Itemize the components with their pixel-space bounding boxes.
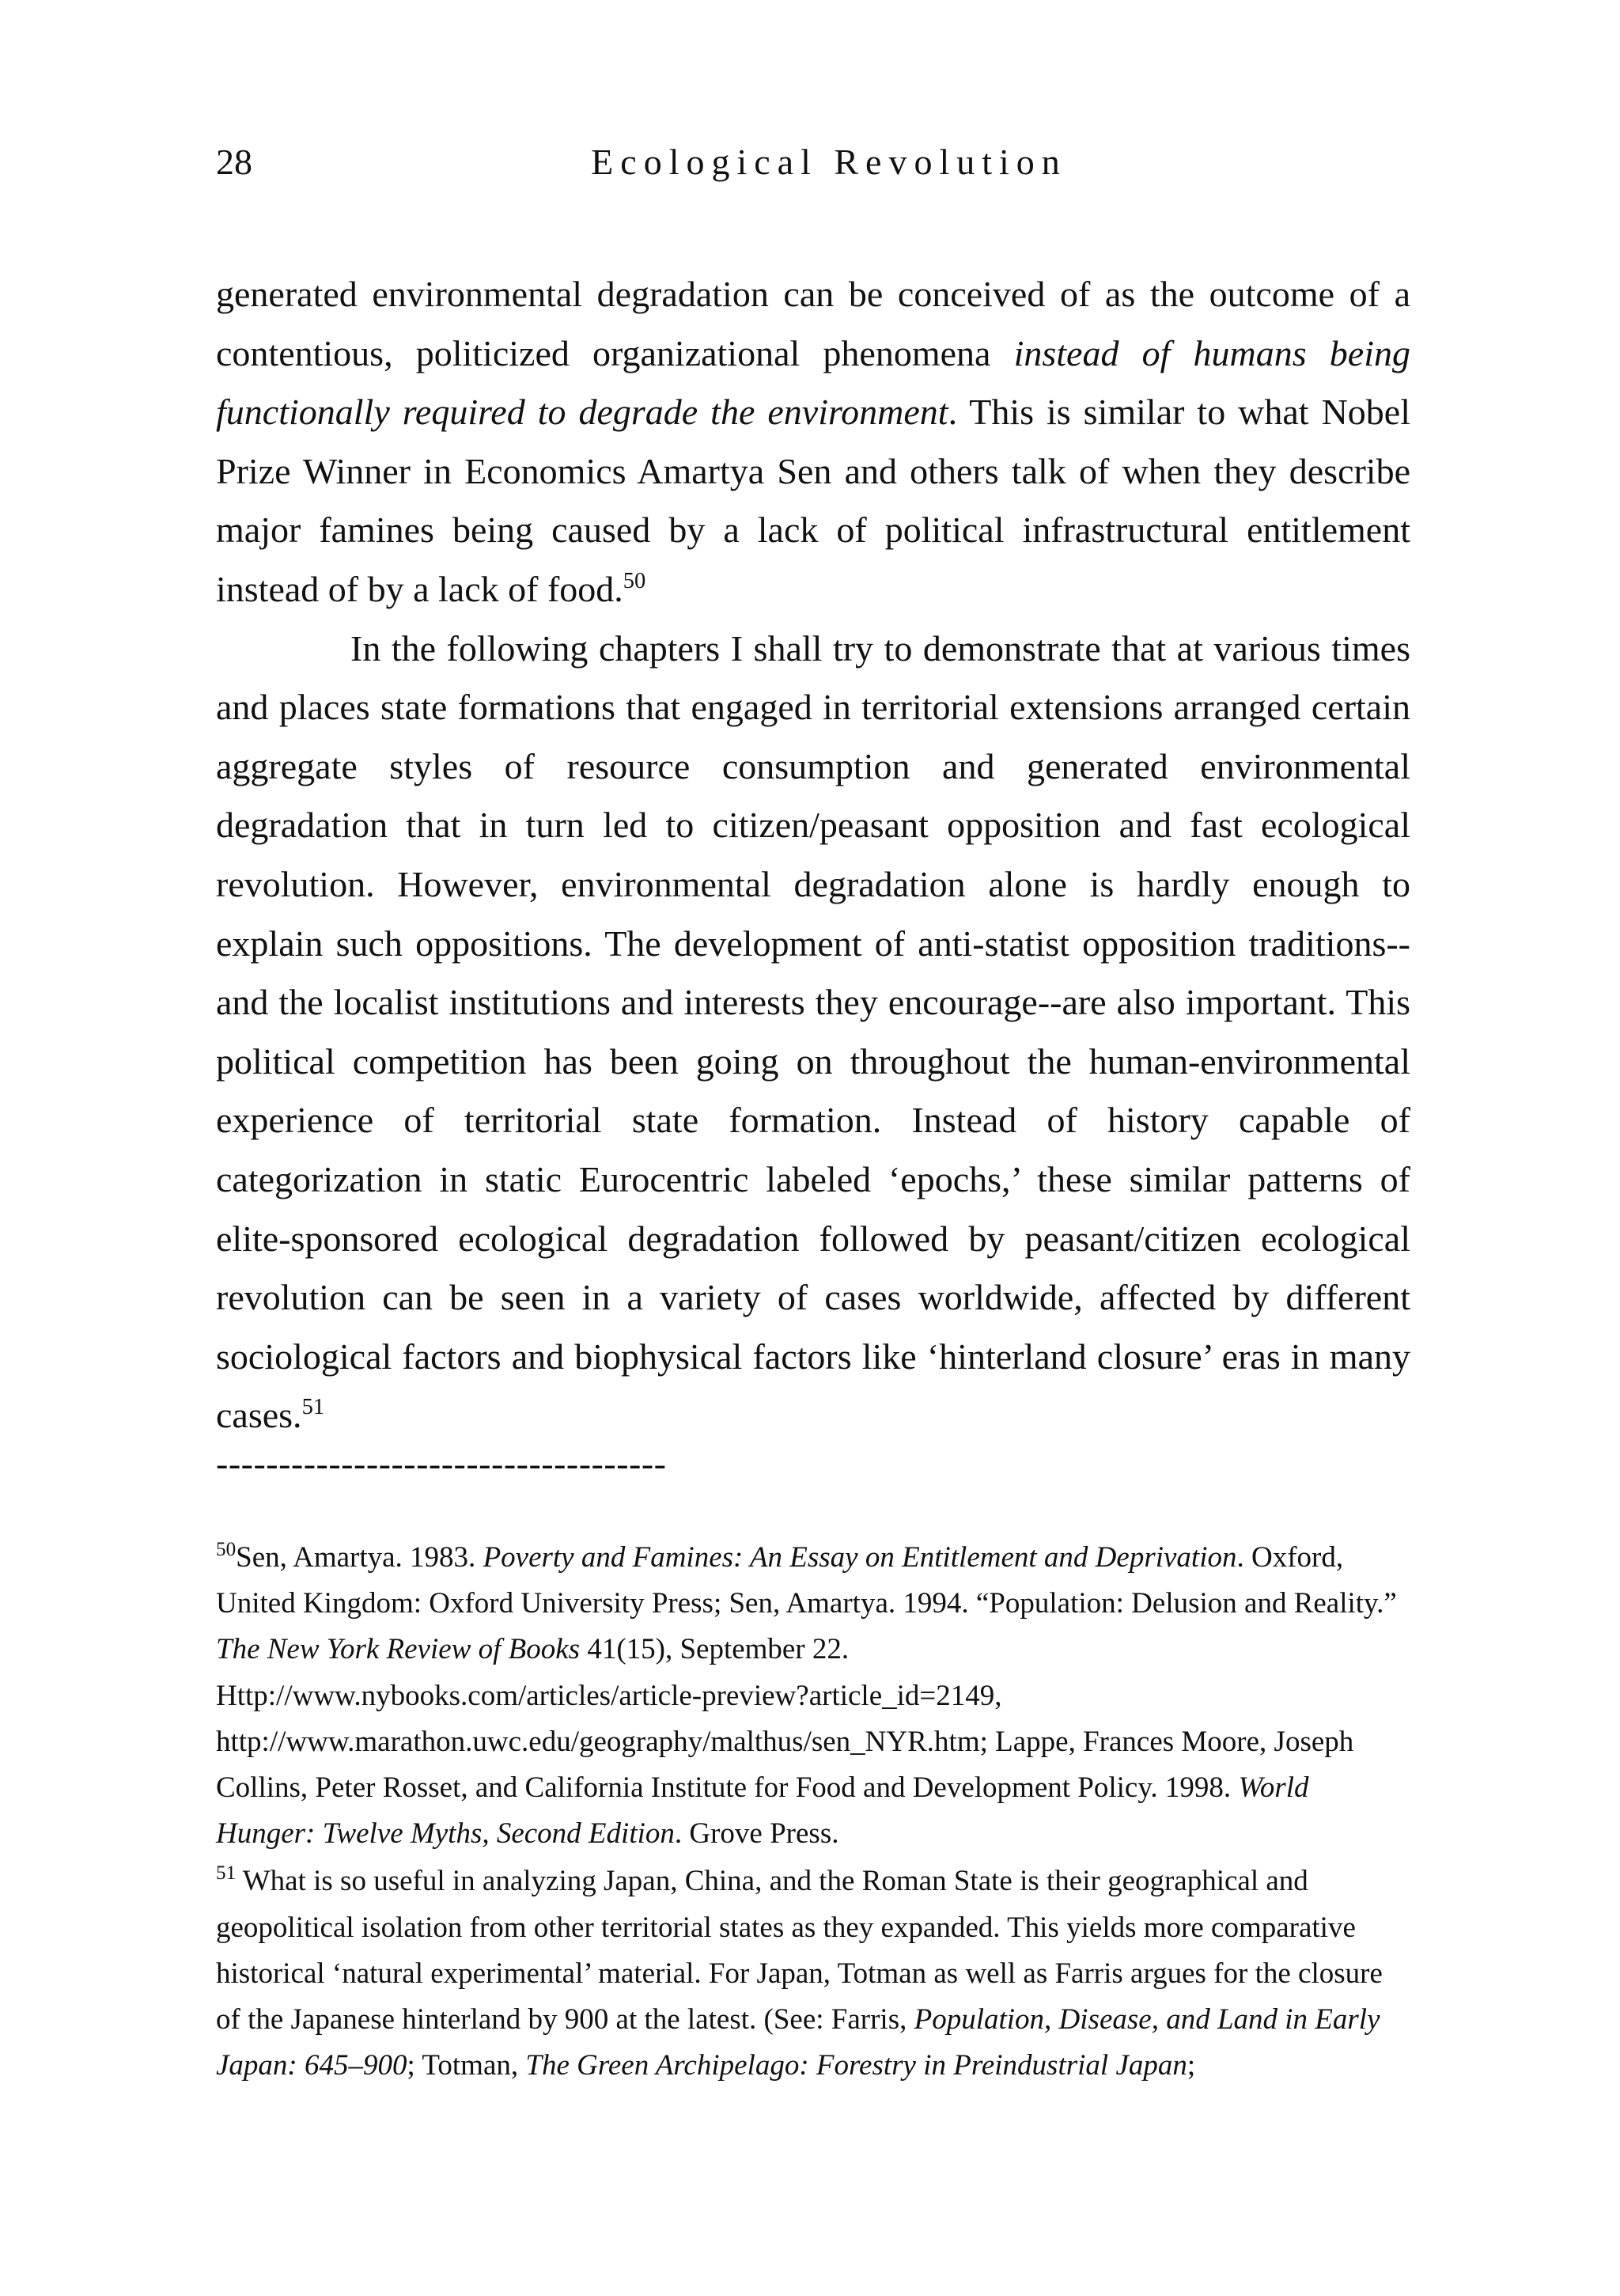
footnote-51-title-a: Population, Disease, and Land in Early Japan: 645–900 <box>216 2003 1380 2082</box>
running-header <box>216 135 1410 190</box>
footnote-51 <box>216 1858 1410 2089</box>
paragraph-2-text: In the following chapters I shall try to demonstrate that at various times and places state formations that engaged in territorial extensions arranged certain aggregate styles of resource consumption and generated environmental degradation that in turn led to citizen/peasant opposition and fast ecological revolution. However, environmental degradation alone is hardly enough to explain such oppositions. The development of anti-statist opposition traditions--and the localist institutions and interests they encourage--are also important. This political competition has been going on throughout the human-environmental experience of territorial state formation. Instead of history capable of categorization in static Eurocentric labeled ‘epochs,’ these similar patterns of elite-sponsored ecological degradation followed by peasant/citizen ecological revolution can be seen in a variety of cases worldwide, affected by different sociological factors and biophysical factors like ‘hinterland closure’ eras in many cases. <box>216 627 1410 1436</box>
footnote-50-text-c: 41(15), September 22. <box>580 1633 850 1666</box>
footnote-50-text-a: Sen, Amartya. 1983. <box>236 1541 483 1574</box>
paragraph-1-italic-phrase: instead of humans being functionally required to degrade the environment <box>216 332 1410 433</box>
footnote-50-title-b: The New York Review of Books <box>216 1633 581 1666</box>
footnote-50-url: Http://www.nybooks.com/articles/article-preview?article_id=2149, <box>216 1679 1002 1712</box>
main-text <box>216 265 1410 1445</box>
footnote-51-title-b: The Green Archipelago: Forestry in Preindustrial Japan <box>525 2049 1187 2082</box>
footnote-50-title-c: World Hunger: Twelve Myths, Second Edition <box>216 1771 1309 1851</box>
paragraph-1 <box>216 265 1410 619</box>
footnote-50-text-d: http://www.marathon.uwc.edu/geography/malthus/sen_NYR.htm; Lappe, Frances Moore, Joseph Collins, Peter Rosset, and California Institute for Food and Development Policy. 1998. <box>216 1725 1354 1805</box>
footnote-separator: ------------------------------------ <box>216 1443 667 1483</box>
paragraph-2 <box>216 619 1410 1445</box>
running-title: Ecological Revolution <box>591 142 1067 182</box>
footnote-51-text-c: ; <box>1187 2049 1196 2082</box>
footnote-50-title-a: Poverty and Famines: An Essay on Entitlement and Deprivation <box>483 1541 1237 1574</box>
footnote-ref-50: 50 <box>623 568 646 593</box>
footnote-50 <box>216 1535 1410 1857</box>
paragraph-1-text-a: generated environmental degradation can be conceived of as the outcome of a contentious, politicized organizational phenomena <box>216 274 1410 373</box>
footnote-51-text-b: ; Totman, <box>407 2049 526 2082</box>
footnote-51-text-a: What is so useful in analyzing Japan, China, and the Roman State is their geographical and geopolitical isolation from other territorial states as they expanded. This yields more comparative historical ‘natural experimental’ material. For Japan, Totman as well as Farris argues for the closure of the Japanese hinterland by 900 at the latest. (See: Farris, <box>216 1865 1383 2036</box>
footnotes <box>216 1535 1410 2090</box>
footnote-50-text-b: . Oxford, United Kingdom: Oxford University Press; Sen, Amartya. 1994. “Population: Delusion and Reality.” <box>216 1541 1397 1620</box>
footnote-ref-51: 51 <box>301 1395 325 1420</box>
paragraph-1-text-b: . This is similar to what Nobel Prize Winner in Economics Amartya Sen and others talk of when they describe major famines being caused by a lack of political infrastructural entitlement instead of by a lack of food. <box>216 392 1410 609</box>
page-number: 28 <box>216 142 252 182</box>
footnote-50-number: 50 <box>216 1539 237 1561</box>
footnote-51-number: 51 <box>216 1862 237 1885</box>
footnote-50-text-e: . Grove Press. <box>674 1817 839 1851</box>
